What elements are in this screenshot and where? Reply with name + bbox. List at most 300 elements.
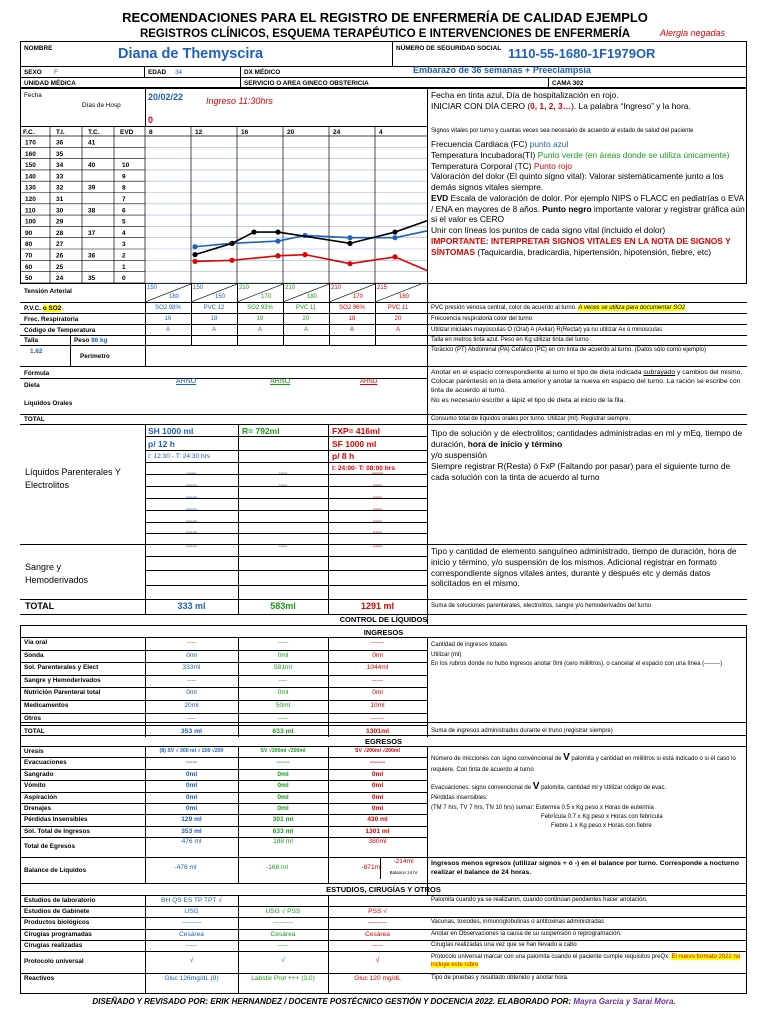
ingreso-value: 0ml — [186, 689, 197, 697]
nss-label: NÚMERO DE SEGURIDAD SOCIAL — [396, 45, 502, 52]
egreso-value: SV √300ml √200ml — [260, 748, 306, 754]
estudio-value: ----- — [277, 941, 289, 949]
row-line — [145, 585, 427, 586]
perimetro-label: Perimetro — [80, 353, 110, 360]
estudio-value: ----- — [186, 941, 197, 949]
note-text: Tipo de solución y de electrolitos; cantidades administradas en ml y mEq, tiempo de duración, — [431, 428, 743, 450]
row-line — [20, 826, 427, 827]
fr-note: Frecuencia respiratoria color del turno — [431, 316, 533, 322]
row-line — [20, 662, 427, 663]
iv-dash: ---- — [278, 482, 288, 489]
ingreso-value: 1044ml — [366, 664, 389, 672]
fc-series-point — [275, 238, 280, 243]
scale-value: 0 — [122, 275, 126, 283]
evd-series-point — [192, 252, 197, 257]
egreso-value: 0ml — [371, 770, 384, 778]
note-line: Valoración del dolor (El quinto signo vital): Valorar sistemáticamente junto a los demás signos vitales siempre. — [431, 171, 724, 192]
ct-value: A — [303, 327, 308, 333]
ta-diagonal — [283, 284, 329, 302]
egresos-title: EGRESOS — [364, 737, 403, 746]
ingreso-label: Sonda — [24, 651, 44, 659]
row-line — [20, 940, 747, 941]
evd-series-point — [251, 229, 256, 234]
row-line — [20, 929, 747, 930]
note-text: Frecuencia Cardiaca (FC) — [431, 139, 530, 149]
scale-value: 27 — [56, 241, 64, 249]
egreso-value: 0ml — [277, 793, 289, 801]
note-text: INICIAR CON DÍA CERO ( — [431, 100, 531, 111]
page-title: RECOMENDACIONES PARA EL REGISTRO DE ENFERMERÍA DE CALIDAD EJEMPLO — [122, 10, 648, 25]
scale-value: 150 — [25, 162, 36, 170]
row-line — [20, 650, 427, 651]
total-liquidos-label: TOTAL — [24, 416, 45, 423]
egreso-value: 0ml — [371, 793, 384, 801]
fr-value: 20 — [302, 316, 310, 322]
unidad-label: UNIDAD MÉDICA — [24, 80, 76, 87]
scale-value: 24 — [56, 275, 64, 283]
egreso-label: Pérdidas Insensibles — [24, 816, 88, 824]
ta-label: Tensión Arterial — [24, 288, 72, 295]
footer-text: DISEÑADO Y REVISADO POR — [92, 997, 206, 1006]
scale-value: 10 — [122, 162, 130, 170]
iv-dash: ---- — [373, 518, 382, 525]
scale-value: 90 — [25, 229, 33, 237]
iv-dash: ----- — [186, 543, 197, 550]
dieta-label: Dieta — [24, 382, 40, 389]
estudio-value: USG √ PSS — [265, 908, 301, 916]
egreso-label: Sangrado — [24, 770, 54, 778]
egreso-value: ------- — [369, 759, 386, 767]
iv-time2: I: 24:00- T: 08:00 hrs — [332, 465, 396, 472]
ta-systolic: 215 — [377, 285, 388, 291]
ta-systolic: 150 — [193, 285, 204, 291]
scale-value: 110 — [25, 207, 36, 215]
time-header: 12 — [195, 129, 203, 136]
footer-text: : — [568, 997, 574, 1006]
balance-24h: -214ml — [393, 858, 414, 866]
estudio-label: Estudios de laboratorio — [24, 897, 96, 904]
scale-value: 39 — [88, 184, 96, 192]
ct-value: A — [395, 327, 400, 333]
scale-value: 26 — [56, 252, 64, 260]
note-text: palomita y cantidad en mililitros si está indicado ó si el caso lo requiere. Con tinta de acuerdo al turno — [431, 756, 736, 773]
ta-diagonal-line — [375, 284, 421, 302]
egreso-label: Sol. Total de Ingresos — [24, 827, 90, 835]
scale-value: 5 — [122, 218, 126, 226]
iv-label: Líquidos Parenterales Y Electrolitos — [25, 467, 121, 490]
egreso-label: Vómito — [24, 782, 46, 790]
reactivo-value: Gluc 120 mg/dL — [354, 975, 401, 982]
estudio-note: Cirugías realizadas una vez que se han llevado a cabo — [431, 941, 577, 948]
egreso-value: (8) SV √ 300 ml √ 200 √200 — [159, 748, 224, 754]
ingreso-value: ------ — [370, 639, 385, 646]
fc-series-point — [347, 235, 352, 240]
dieta-t2: AHNO — [270, 378, 291, 385]
row-line — [20, 769, 427, 770]
row-line — [20, 917, 747, 918]
total-iv-t3: 1291 ml — [360, 601, 395, 611]
ingreso-value: ---- — [187, 639, 196, 646]
note-text: V — [532, 780, 540, 792]
col-header: F.C. — [23, 129, 35, 136]
iv-dash: ----- — [372, 470, 383, 477]
estudio-value: USG — [184, 908, 199, 916]
estudio-label: Productos biológicos — [24, 919, 90, 927]
note-text: En los rubros donde no hubo ingresos anotar 0ml (cero mililitros), o cancelar el espacio con una línea (--------) — [431, 661, 723, 668]
edad-value: 34 — [175, 69, 183, 76]
row-line — [20, 757, 427, 758]
egreso-value: ------ — [276, 759, 290, 767]
row-line — [20, 951, 747, 952]
iv-dash: ----- — [186, 494, 197, 501]
balance-value: -871ml — [361, 864, 382, 872]
dias-hosp-label: Días de Hosp — [82, 102, 121, 109]
fr-value: 19 — [256, 316, 264, 322]
tc-series-point — [192, 259, 197, 264]
fc-series-point — [392, 235, 397, 240]
ta-diastolic: 180 — [399, 294, 410, 300]
fr-value: 20 — [394, 316, 402, 322]
scale-value: 35 — [56, 150, 64, 158]
vitals-legend — [431, 139, 745, 257]
scale-value: 70 — [25, 252, 33, 260]
iv-dash: ---- — [373, 482, 382, 489]
protocolo-label: Protocolo universal — [24, 958, 84, 965]
note-text: (TM 7 hrs, TV 7 hrs, TN 10 hrs) sumar: Eutermia 0.5 x Kg peso x Horas de eutermia — [431, 804, 654, 811]
estudio-value: PSS √ — [368, 908, 387, 916]
scale-value: 170 — [25, 139, 36, 147]
iv-dash: ---- — [187, 470, 196, 477]
iv-p12: p/ 12 h — [148, 439, 175, 449]
note-text: y/o suspensión — [431, 450, 487, 461]
ct-label: Código de Temperatura — [24, 327, 96, 334]
dx-label: DX MÉDICO — [244, 69, 281, 76]
patient-name: Diana de Themyscira — [118, 46, 264, 62]
reactivo-value: Labstix Prot +++ (3.0) — [251, 975, 315, 982]
scale-value: 50 — [25, 275, 33, 283]
footer — [0, 997, 768, 1006]
ta-diagonal — [145, 284, 191, 302]
note-line — [431, 193, 745, 225]
estudio-value: Cesárea — [179, 930, 204, 938]
pvc-value: SO2 96% — [339, 305, 365, 311]
note-text: Siempre registrar R(Resta) ó FxP (Faltando por pasar) para el siguiente turno de cada solución con la tinta de acuerdo al turno — [431, 461, 731, 483]
ingreso-value: 0ml — [186, 651, 197, 659]
tc-series-point — [275, 253, 280, 258]
pvc-value: PVC 12 — [203, 305, 225, 311]
iv-sh: SH 1000 ml — [148, 426, 194, 436]
row-line — [145, 556, 427, 557]
ingreso-label: Medicamentos — [24, 702, 69, 709]
ingreso-value: ----- — [277, 639, 289, 646]
pvc-value: PVC 11 — [295, 305, 317, 311]
egreso-label: Uresis — [24, 748, 44, 755]
egreso-total-value: 476 ml — [181, 838, 202, 846]
ingreso-value: 20ml — [184, 702, 199, 709]
row-line — [20, 814, 427, 815]
scale-value: 25 — [56, 263, 64, 271]
estudio-value: --------- — [273, 919, 293, 927]
scale-value: 33 — [56, 173, 64, 181]
tc-series-point — [347, 261, 352, 266]
ingreso-total-value: 633 ml — [272, 728, 294, 736]
ingreso-value: 0ml — [277, 689, 289, 697]
iv-note — [431, 428, 745, 483]
ingreso-value: 0ml — [277, 651, 289, 659]
egreso-value: 0ml — [185, 782, 198, 790]
scale-value: 3 — [122, 241, 126, 249]
scale-value: 41 — [88, 139, 96, 147]
row-line — [20, 973, 747, 974]
ta-diagonal-line — [145, 284, 191, 302]
ta-diastolic: 180 — [307, 294, 318, 300]
ingreso-value: ---- — [187, 676, 196, 684]
iv-time1: I: 12:30 - T: 24:30 hrs — [148, 453, 211, 460]
ingreso-value: ----- — [372, 676, 383, 684]
note-text: Número de micciones con signo convencional de — [431, 756, 564, 762]
peso-label-text: Peso — [74, 337, 92, 344]
fecha-note — [431, 90, 745, 112]
dieta-t3: AHNO — [360, 379, 378, 385]
nss-value: 1110-55-1680-1F1979OR — [508, 46, 656, 61]
note-text: Punto verde (en áreas donde se utiliza únicamente) — [537, 149, 730, 160]
ingreso-value: 0ml — [372, 651, 383, 659]
iv-r: R= 792ml — [242, 426, 280, 436]
note-text: Anotar en el espacio correspondiente al turno el tipo de dieta indicada — [431, 369, 644, 376]
vitals-chart — [20, 126, 427, 284]
note-text: Protocolo universal marcar con una palomita cuando el paciente cumple requisitos preQx. — [431, 954, 672, 960]
iv-dash: ---- — [373, 543, 382, 550]
estudios-title: ESTUDIOS, CIRUGÍAS Y OTROS — [326, 885, 441, 894]
pvc-label-text: P.V.C. — [24, 305, 43, 312]
cama-value: CAMA 302 — [552, 80, 584, 87]
egreso-value: 0ml — [277, 782, 289, 790]
row-line — [20, 725, 427, 726]
egreso-value: 633 ml — [272, 827, 294, 835]
footer-text: Mayra García y Sarai Mora. — [573, 997, 676, 1006]
row-line — [20, 700, 427, 701]
egreso-value: 0ml — [371, 805, 384, 812]
scale-value: 31 — [56, 196, 64, 203]
iv-fxp: FXP= 416ml — [332, 426, 380, 436]
row-line — [145, 450, 427, 451]
pvc-value: PVC 11 — [387, 305, 409, 311]
note-line: Fecha en tinta azul, Día de hospitalización en rojo. — [431, 90, 619, 100]
blood-note: Tipo y cantidad de elemento sanguíneo administrado, tiempo de duración, hora de inicio y término, y/o suspensión de los mismos. Adicional registrar en formato correspondiente signos vitales antes, durante y después etc y demás datos solicitados en el mismo. — [431, 546, 737, 589]
protocolo-value: √ — [189, 957, 194, 964]
scale-value: 35 — [88, 275, 96, 283]
egreso-value: 129 ml — [181, 816, 202, 824]
egreso-total-value: 380ml — [368, 838, 387, 846]
egreso-value: 301 ml — [272, 816, 294, 824]
note-text: EVD — [431, 192, 449, 203]
perimetro-note: Torácico (PT) Abdominal (PA) Cefálico (PC) en cm tinta de acuerdo al turno. (Datos sólo como ejemplo) — [431, 347, 707, 353]
edad-label: EDAD — [148, 69, 167, 76]
note-text: Punto rojo — [533, 160, 573, 171]
note-text: (Taquicardia, bradicardia, hipertensión, hipotensión, fiebre, etc) — [475, 246, 712, 257]
nombre-label: NOMBRE — [24, 45, 53, 52]
fr-label: Frec. Respiratoria — [24, 316, 79, 323]
ingreso-text: Ingreso 11:30hrs — [206, 96, 273, 106]
page-subtitle: REGISTROS CLÍNICOS, ESQUEMA TERAPÉUTICO E INTERVENCIONES DE ENFERMERÍA — [139, 28, 631, 40]
scale-value: 9 — [122, 173, 126, 181]
scale-value: 28 — [56, 229, 64, 237]
total-iv-t2: 583ml — [270, 601, 296, 611]
egreso-label: Evacuaciones — [24, 759, 67, 767]
col-header: EVD — [120, 129, 134, 136]
estudio-value: BH QS ES TP TPT √ — [161, 897, 222, 904]
iv-dash: ---- — [373, 506, 382, 513]
scale-value: 30 — [56, 207, 64, 215]
scale-value: 36 — [88, 252, 96, 260]
ta-diastolic: 150 — [215, 294, 226, 300]
estudio-label: Estudios de Gabinete — [24, 908, 90, 916]
note-line — [431, 161, 745, 172]
total-iv-label: TOTAL — [25, 601, 55, 611]
liquidos-orales-label: Líquidos Orales — [24, 400, 73, 407]
talla-value: 1.62 — [30, 348, 43, 355]
reactivo-value: Gluc 126mg/dL (8) — [164, 975, 219, 982]
scale-value: 2 — [122, 252, 126, 260]
estudio-label: Cirugías programadas — [24, 930, 92, 938]
balance-value: -476 ml — [174, 864, 197, 872]
balance-note: Ingresos menos egresos (utilizar signos + ó -) en el balance por turno. Corresponde a nocturno realizar el balance de 24 horas. — [431, 860, 739, 877]
row-line — [20, 722, 747, 723]
note-text: Utilizar (ml) — [431, 651, 462, 658]
scale-value: 36 — [56, 139, 64, 147]
egreso-value: 0ml — [185, 805, 198, 812]
blood-label: Sangre y Hemoderivados — [25, 562, 89, 585]
ct-value: A — [211, 327, 216, 333]
egreso-value: 0ml — [185, 770, 198, 778]
note-text: Evacuaciones: signo convencional de — [431, 784, 533, 791]
note-text: Fiebre 1 x Kg peso x Horas con fiebre — [551, 823, 652, 830]
egreso-label: Aspiración — [24, 793, 58, 801]
ta-diastolic: 180 — [169, 294, 180, 300]
row-line — [20, 687, 427, 688]
note-text: No es necesario escribir a lápiz el tipo de dieta al inicio de la fila. — [431, 396, 626, 404]
evd-series-point — [392, 229, 397, 234]
estudio-value: Cesárea — [270, 930, 296, 938]
estudio-label: Cirugías realizadas — [24, 941, 83, 949]
note-text: Cantidad de ingresos totales — [431, 642, 508, 648]
egreso-value: ----- — [186, 759, 197, 767]
ct-value: A — [349, 327, 354, 333]
col-header: T.C. — [88, 129, 100, 136]
ingreso-label: Nutrición Parenteral total — [24, 689, 101, 697]
talla-note: Talla en metros tinta azul. Peso en Kg utilizar tinta del turno — [431, 337, 589, 343]
note-text: ). La palabra “Ingreso” y la hora. — [571, 100, 691, 111]
egreso-total-value: 188 ml — [273, 838, 293, 846]
dx-value: Embarazo de 36 semanas + Preeclampsia — [413, 65, 591, 75]
ta-systolic: 210 — [285, 285, 296, 291]
note-line — [431, 101, 745, 112]
scale-value: 120 — [25, 196, 36, 203]
egreso-value: 1301 ml — [365, 827, 390, 835]
protocolo-value: √ — [375, 957, 380, 964]
evd-series-point — [275, 229, 280, 234]
protocolo-note — [431, 953, 743, 970]
note-line — [431, 236, 745, 258]
time-header: 4 — [379, 129, 383, 136]
note-text: El nuevo formato 2022 no incluye este rubro — [431, 954, 741, 969]
egreso-value: 0ml — [277, 805, 289, 812]
reactivos-label: Reactivos — [24, 975, 55, 982]
pvc-value: SO2 93% — [247, 305, 273, 311]
scale-value: 34 — [56, 162, 64, 170]
ingreso-total-label: TOTAL — [24, 728, 45, 736]
note-text: IMPORTANTE: INTERPRETAR SIGNOS VITALES EN LA NOTA DE SIGNOS Y SÍNTOMAS — [431, 235, 731, 257]
row-line — [20, 735, 747, 736]
allergy-note: Alergia negadas — [660, 28, 726, 38]
iv-dash: ---- — [278, 543, 288, 550]
row-line — [145, 462, 427, 463]
iv-dash: ----- — [186, 518, 197, 525]
note-text: Punto negro — [542, 203, 592, 214]
tc-series-point — [392, 254, 397, 259]
note-text: V — [563, 752, 570, 763]
ingreso-label: Otros — [24, 714, 42, 722]
note-line — [431, 150, 745, 161]
note-text: y cambios del mismo. Colocar paréntesis en la dieta anterior y anotar la nueva en espacio del turno. La ración se escribe con tinta de acuerdo al turno. — [431, 369, 743, 395]
note-text: importante valorar y registrar gráfica aún si el valor es CERO — [431, 203, 745, 225]
balance-label: Balance de Líquidos — [24, 867, 87, 875]
iv-dash: ---- — [373, 529, 382, 536]
note-text: Temperatura Incubadora(TI) — [431, 149, 538, 160]
dieta-t1: AHNO — [176, 378, 197, 385]
ta-systolic: 150 — [147, 285, 158, 291]
egreso-label: Drenajes — [24, 805, 51, 812]
total-liquidos-note: Consumo total de líquidos orales por turno. Utilizar (ml). Registrar siempre. — [431, 416, 631, 422]
iv-dash: ---- — [278, 470, 288, 477]
iv-p8: p/ 8 h — [332, 451, 355, 461]
estudio-value: --------- — [181, 919, 202, 927]
ta-diagonal-line — [329, 284, 375, 302]
note-text: Temperatura Corporal (TC) — [431, 160, 534, 171]
ct-note: Utilizar iniciales mayúsculas O (Oral) A (Axilar) R(Rectal) ya no utilizar Ax ó minúsculas — [431, 327, 663, 333]
fecha-value: 20/02/22 — [148, 92, 184, 102]
sexo-value: F — [54, 69, 58, 76]
iv-dash: ---- — [373, 494, 382, 501]
scale-value: 29 — [56, 218, 64, 226]
balance-value: -168 ml — [266, 864, 288, 872]
iv-dash: ----- — [186, 482, 197, 489]
egreso-value: 0ml — [277, 770, 289, 778]
pvc-label-text: o SO2 — [42, 305, 62, 312]
control-title: CONTROL DE LÍQUIDOS — [339, 615, 428, 624]
time-header: 16 — [241, 129, 249, 136]
note-line: Unir con líneas los puntos de cada signo vital (incluido el dolor) — [431, 225, 666, 235]
note-text: 0, 1, 2, 3… — [530, 100, 572, 111]
note-line — [431, 139, 745, 150]
ingreso-value: ------ — [370, 714, 385, 722]
row-line — [145, 436, 427, 437]
time-header: 24 — [333, 129, 341, 136]
total-iv-t1: 333 ml — [177, 601, 206, 611]
ingreso-value: 0ml — [372, 689, 383, 697]
row-line — [20, 803, 427, 804]
fecha-label: Fecha — [24, 92, 42, 99]
formula-label: Fórmula — [24, 370, 50, 377]
ta-diagonal — [329, 284, 375, 302]
ct-value: A — [257, 327, 262, 333]
note-text: Pérdidas insensibles: — [431, 795, 488, 802]
iv-dash: ----- — [186, 529, 197, 536]
talla-label: Talla — [24, 337, 39, 344]
ta-diagonal — [375, 284, 421, 302]
egreso-value: 0ml — [185, 793, 198, 801]
ingreso-value: ---- — [187, 714, 196, 722]
